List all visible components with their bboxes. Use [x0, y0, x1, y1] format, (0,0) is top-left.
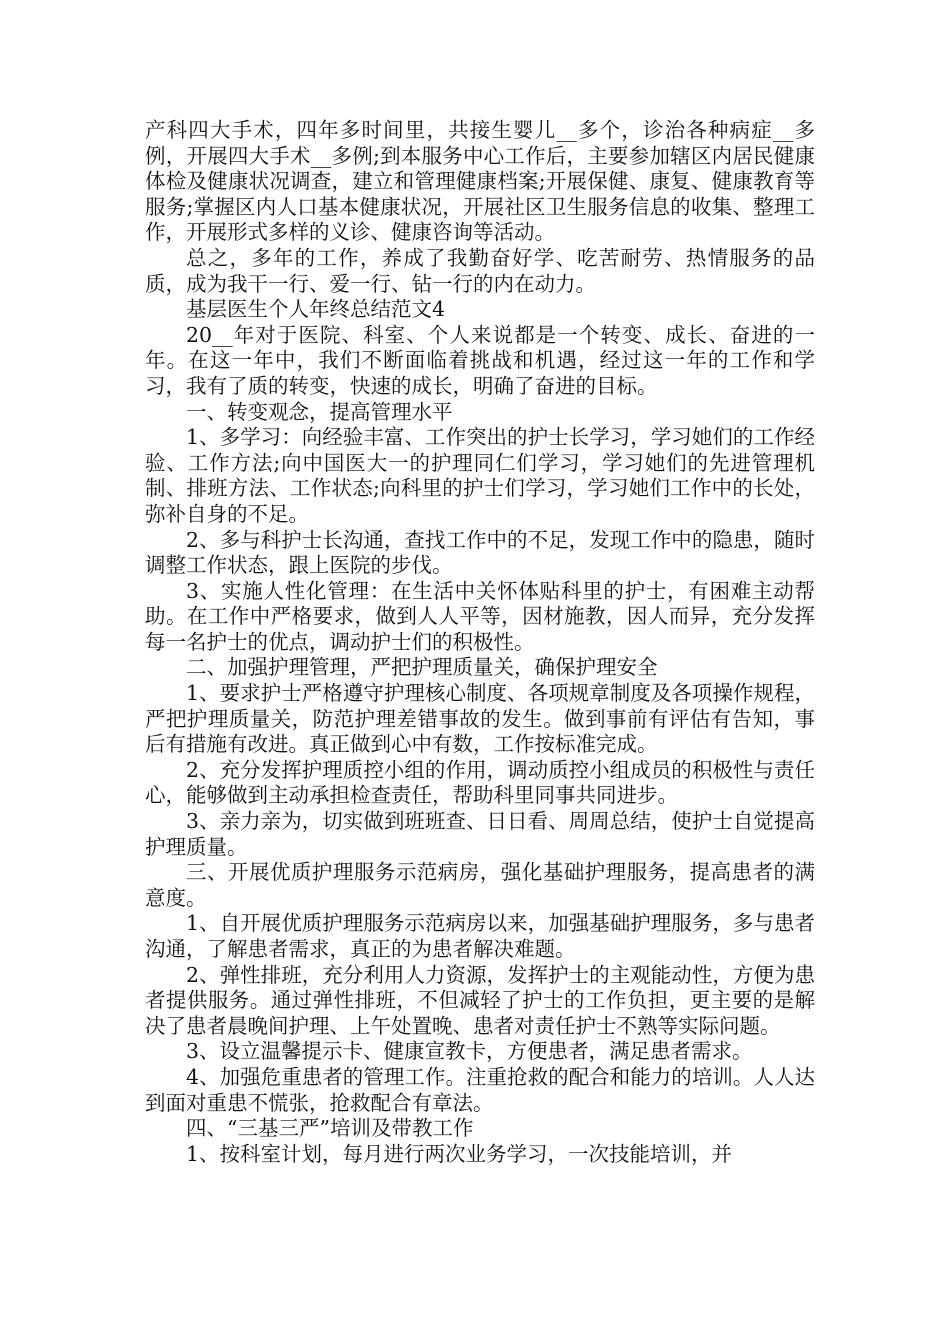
heading-three: 三、开展优质护理服务示范病房，强化基础护理服务，提高患者的满意度。: [145, 860, 815, 910]
section-title: 基层医生个人年终总结范文4: [186, 297, 446, 322]
document-body: [145, 118, 815, 1167]
paragraph-intro: 20__年对于医院、科室、个人来说都是一个转变、成长、奋进的一年。在这一年中，我们不断面临着挑战和机遇，经过这一年的工作和学习，我有了质的转变，快速的成长，明确了奋进的目标。: [145, 322, 815, 398]
heading-one: 一、转变观念，提高管理水平: [186, 399, 453, 424]
paragraph-summary: 总之，多年的工作，养成了我勤奋好学、吃苦耐劳、热情服务的品质，成为我干一行、爱一行、钻一行的内在动力。: [145, 245, 815, 296]
paragraph-item: 3、实施人性化管理：在生活中关怀体贴科里的护士，有困难主动帮助。在工作中严格要求，做到人人平等，因材施教，因人而异，充分发挥每一名护士的优点，调动护士们的积极性。: [145, 578, 815, 654]
paragraph-item: 3、亲力亲为，切实做到班班查、日日看、周周总结，使护士自觉提高护理质量。: [145, 809, 815, 859]
paragraph-item: 1、按科室计划，每月进行两次业务学习，一次技能培训，并: [186, 1141, 733, 1166]
paragraph-item: 4、加强危重患者的管理工作。注重抢救的配合和能力的培训。人人达到面对重患不慌张，抢救配合有章法。: [145, 1064, 815, 1115]
paragraph-item: 3、设立温馨提示卡、健康宣教卡，方便患者，满足患者需求。: [186, 1039, 753, 1064]
heading-four: 四、“三基三严”培训及带教工作: [186, 1116, 474, 1141]
paragraph-item: 2、多与科护士长沟通，查找工作中的不足，发现工作中的隐患，随时调整工作状态，跟上医院的步伐。: [145, 527, 815, 578]
paragraph-continued: 产科四大手术，四年多时间里，共接生婴儿__多个，诊治各种病症__多例，开展四大手术__多例;到本服务中心工作后，主要参加辖区内居民健康体检及健康状况调查，建立和管理健康档案;开展保健、康复、健康教育等服务;掌握区内人口基本健康状况，开展社区卫生服务信息的收集、整理工作，开展形式多样的义诊、健康咨询等活动。: [145, 118, 815, 245]
heading-two: 二、加强护理管理，严把护理质量关，确保护理安全: [186, 655, 658, 680]
paragraph-item: 1、多学习：向经验丰富、工作突出的护士长学习，学习她们的工作经验、工作方法;向中国医大一的护理同仁们学习，学习她们的先进管理机制、排班方法、工作状态;向科里的护士们学习，学习她们工作中的长处，弥补自身的不足。: [145, 425, 815, 526]
paragraph-item: 2、弹性排班，充分利用人力资源，发挥护士的主观能动性，方便为患者提供服务。通过弹性排班，不但减轻了护士的工作负担，更主要的是解决了患者晨晚间护理、上午处置晚、患者对责任护士不熟等实际问题。: [145, 962, 815, 1038]
paragraph-item: 1、要求护士严格遵守护理核心制度、各项规章制度及各项操作规程，严把护理质量关，防范护理差错事故的发生。做到事前有评估有告知，事后有措施有改进。真正做到心中有数，工作按标准完成。: [145, 681, 815, 757]
paragraph-item: 1、自开展优质护理服务示范病房以来，加强基础护理服务，多与患者沟通，了解患者需求，真正的为患者解决难题。: [145, 911, 815, 961]
paragraph-item: 2、充分发挥护理质控小组的作用，调动质控小组成员的积极性与责任心，能够做到主动承担检查责任，帮助科里同事共同进步。: [145, 757, 815, 808]
